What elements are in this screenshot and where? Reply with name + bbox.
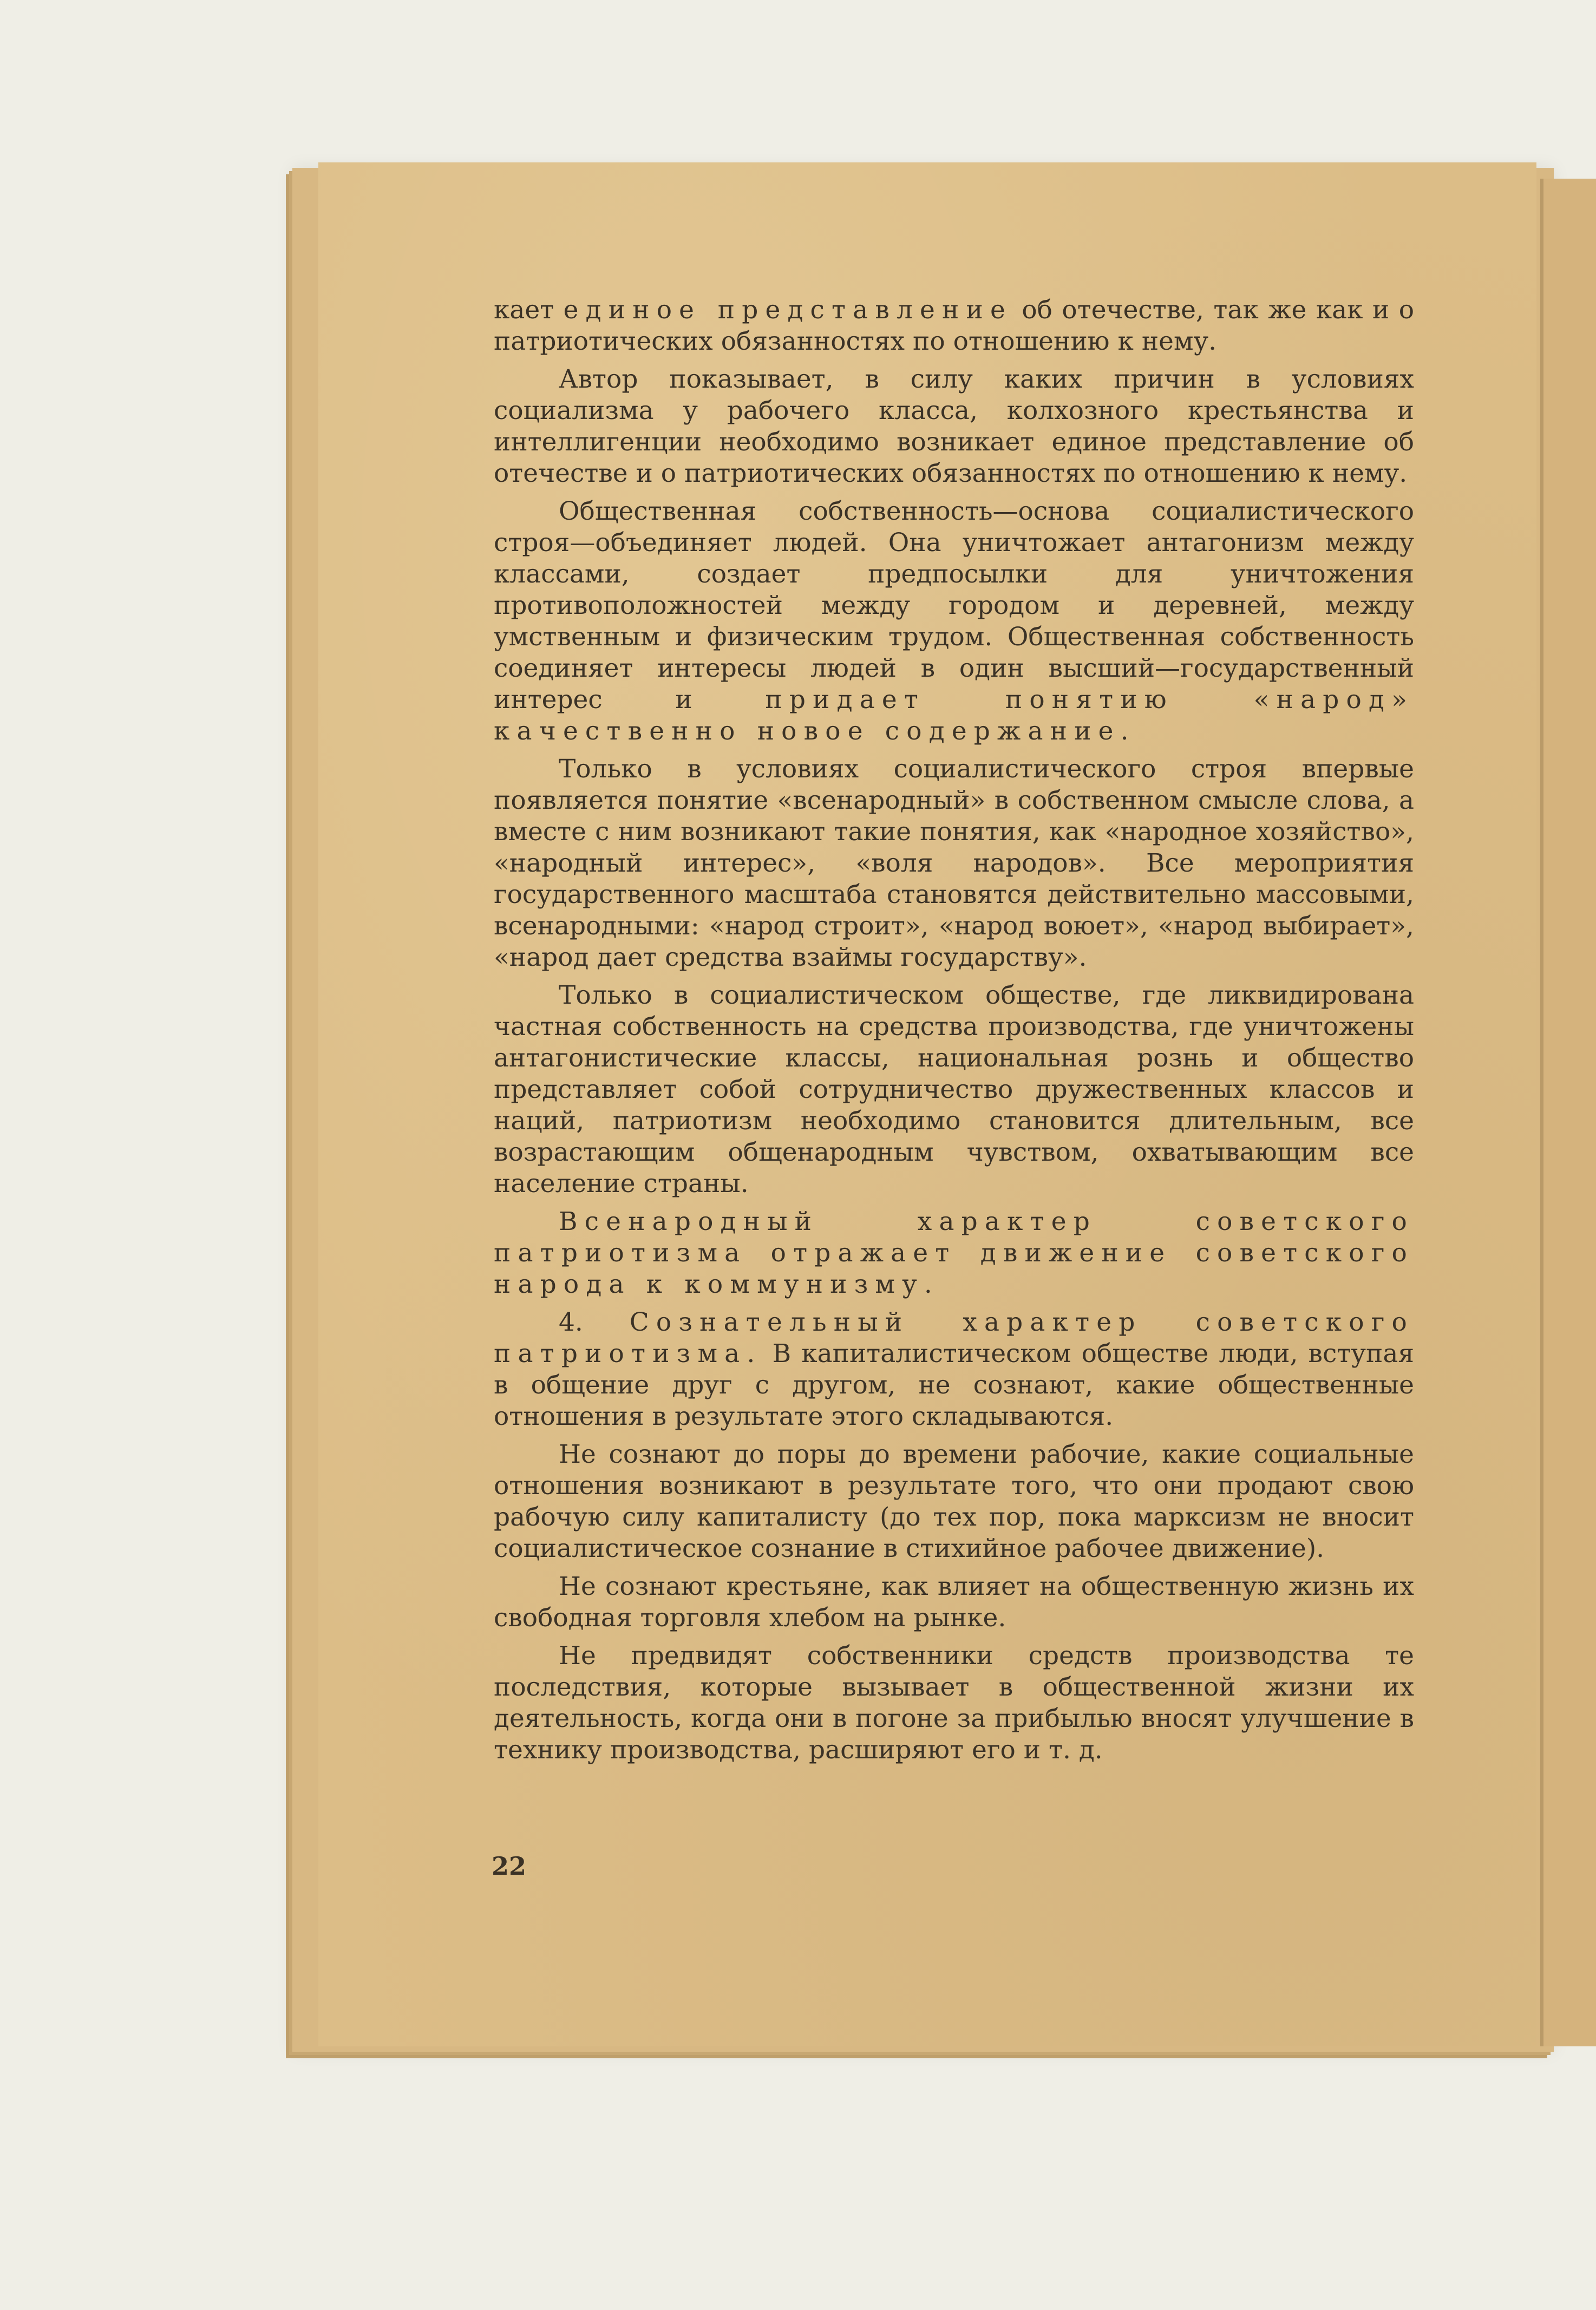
text-run: кает <box>494 295 564 325</box>
paragraph-8 <box>494 1439 1414 1565</box>
text-run: Только в социалистическом обществе, где ликвидирована частная собственность на средства производства, где уничтожены антагонистические классы, национальная рознь и общество представляет собой сотрудничество дружественных классов и наций, патриотизм необходимо становится длительным, все возрастающим общенародным чувством, охватывающим все население страны. <box>494 980 1414 1199</box>
paragraph-2 <box>494 364 1414 489</box>
paragraph-10 <box>494 1640 1414 1766</box>
text-run: Автор показывает, в силу каких причин в условиях социализма у рабочего класса, колхозного крестьянства и интеллигенции необходимо возникает единое представление об отечестве и о патриотических обязанностях по отношению к нему. <box>494 364 1414 488</box>
next-page-edge <box>1540 179 1596 2046</box>
paragraph-9 <box>494 1571 1414 1634</box>
paragraph-7 <box>494 1307 1414 1432</box>
spaced-text-run: единое представление <box>563 295 1012 325</box>
spaced-text-run: придает понятию «народ» качественно новое содержание. <box>494 685 1414 746</box>
text-run: Общественная собственность—основа социалистического строя—объединяет людей. Она уничтожает антагонизм между классами, создает предпосылки для уничтожения противоположностей между городом и деревней, между умственным и физическим трудом. Общественная собственность соединяет интересы людей в один высший—государственный интерес и <box>494 496 1414 715</box>
text-run: Не предвидят собственники средств производства те последствия, которые вызывает в общественной жизни их деятельность, когда они в погоне за прибылью вносят улучшение в технику производства, расширяют его и т. д. <box>494 1641 1414 1765</box>
text-run: Не сознают до поры до времени рабочие, какие социальные отношения возникают в результате того, что они продают свою рабочую силу капиталисту (до тех пор, пока марксизм не вносит социалистическое сознание в стихийное рабочее движение). <box>494 1439 1414 1563</box>
paragraph-1 <box>494 295 1414 357</box>
paragraph-5 <box>494 980 1414 1200</box>
paragraph-6 <box>494 1206 1414 1300</box>
text-run: Только в условиях социалистического строя впервые появляется понятие «всенародный» в собственном смысле слова, а вместе с ним возникают такие понятия, как «народное хозяйство», «народный интерес», «воля народов». Все мероприятия государственного масштаба становятся действительно массовыми, всенародными: «народ строит», «народ воюет», «народ выбирает», «народ дает средства взаймы государству». <box>494 754 1414 972</box>
paragraph-4 <box>494 754 1414 973</box>
page-number: 22 <box>492 1851 527 1881</box>
page-text <box>494 295 1414 1766</box>
paragraph-3 <box>494 496 1414 747</box>
spaced-text-run: Всенародный характер советского патриотизма отражает движение советского народа к коммунизму. <box>494 1207 1414 1299</box>
text-run: об отечестве, так же как и о патриотических обязанностях по отношению к нему. <box>494 295 1414 356</box>
spaced-text-run: Сознательный характер советского патриотизма. <box>494 1307 1414 1369</box>
text-run: Не сознают крестьяне, как влияет на общественную жизнь их свободная торговля хлебом на рынке. <box>494 1572 1414 1633</box>
text-run: В капиталистическом обществе люди, вступая в общение друг с другом, не сознают, какие общественные отношения в результате этого складываются. <box>494 1339 1414 1431</box>
text-run: 4. <box>559 1307 630 1337</box>
